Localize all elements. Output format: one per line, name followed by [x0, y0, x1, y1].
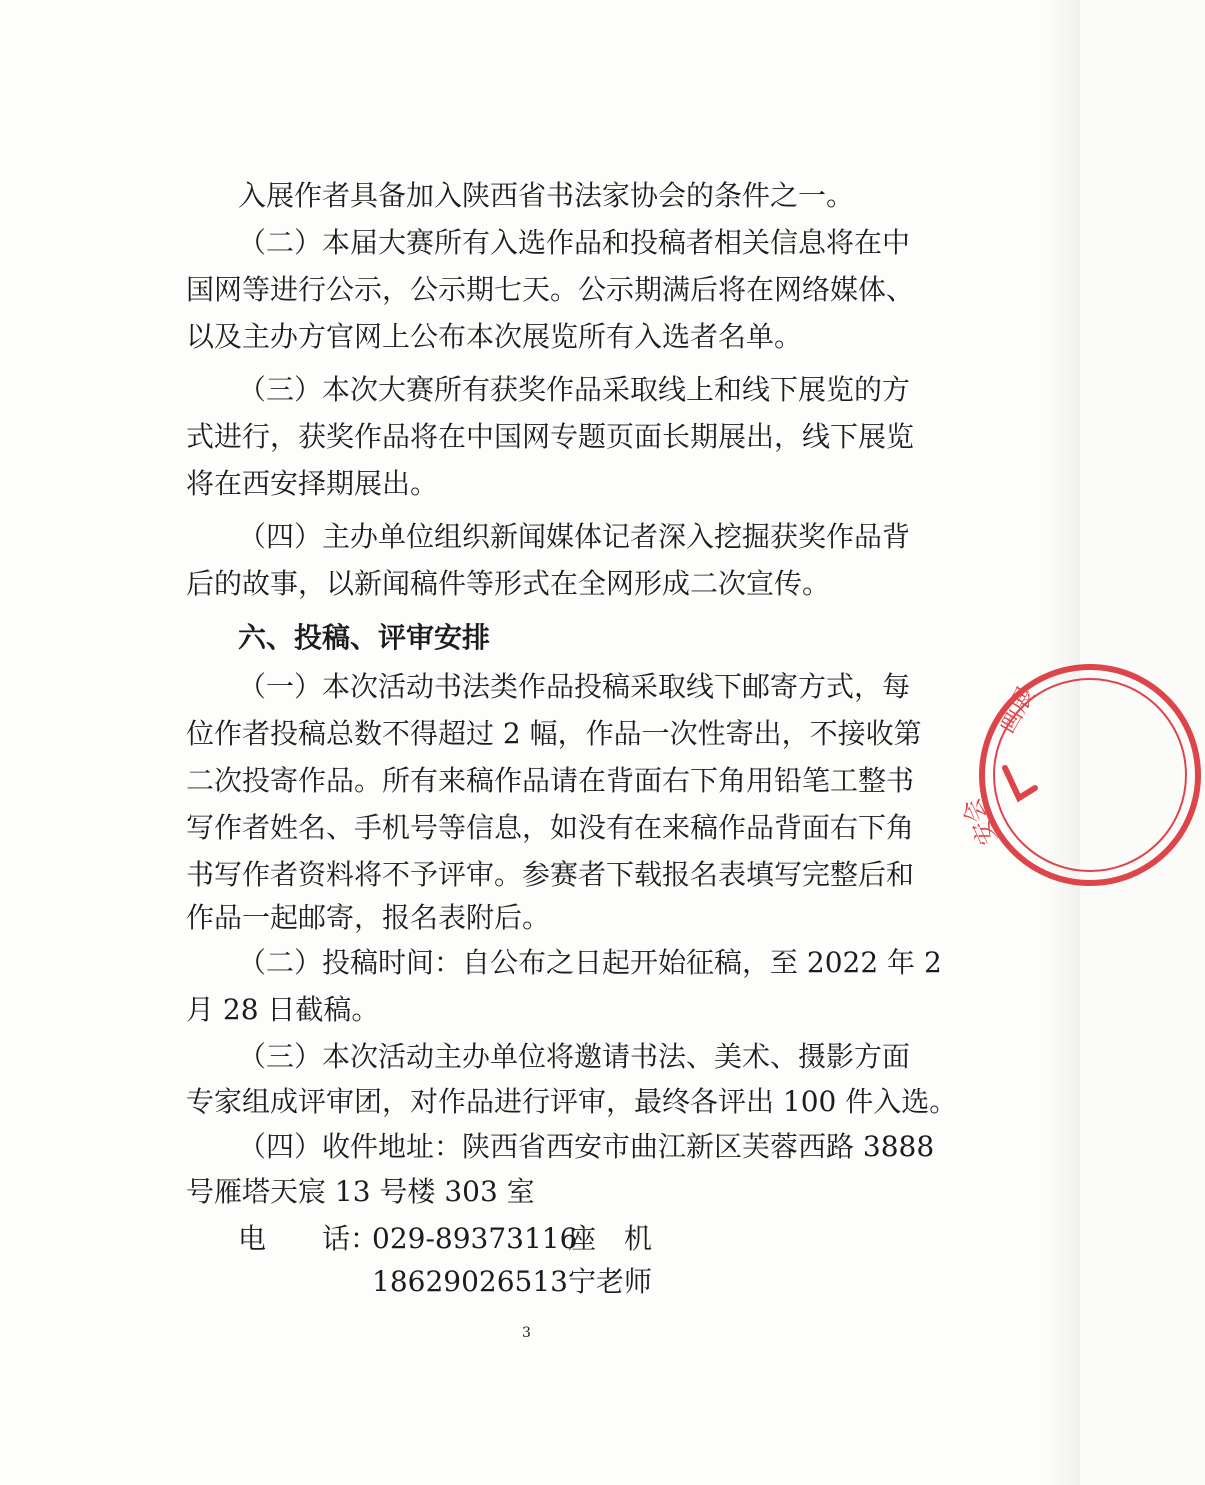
paragraph-line: （二）本届大赛所有入选作品和投稿者相关信息将在中 [238, 226, 911, 259]
paragraph-line: 号雁塔天宸 13 号楼 303 室 [186, 1175, 535, 1208]
paragraph-line: （一）本次活动书法类作品投稿采取线下邮寄方式，每 [238, 670, 911, 703]
paragraph-line: 位作者投稿总数不得超过 2 幅，作品一次性寄出，不接收第 [186, 717, 922, 750]
svg-text:安会: 安会 [956, 793, 1003, 850]
paragraph-line: （三）本次大赛所有获奖作品采取线上和线下展览的方 [238, 373, 911, 406]
red-seal-stamp [956, 660, 1205, 890]
paragraph-line: 后的故事，以新闻稿件等形式在全网形成二次宣传。 [186, 567, 831, 600]
paragraph-line: 写作者姓名、手机号等信息，如没有在来稿作品背面右下角 [186, 811, 915, 844]
phone-note-landline: 座 机 [568, 1222, 653, 1255]
phone-note-mobile: 宁老师 [568, 1265, 653, 1298]
paragraph-line: （四）主办单位组织新闻媒体记者深入挖掘获奖作品背 [238, 520, 911, 553]
paragraph-line: （四）收件地址：陕西省西安市曲江新区芙蓉西路 3888 [238, 1130, 935, 1163]
phone-label: 电 话： [238, 1222, 379, 1255]
paragraph-line: 式进行，获奖作品将在中国网专题页面长期展出，线下展览 [186, 420, 915, 453]
paragraph-line: 作品一起邮寄，报名表附后。 [186, 901, 551, 934]
paragraph-line: 将在西安择期展出。 [186, 467, 439, 500]
phone-number-landline: 029-89373116 [372, 1222, 578, 1255]
paragraph-line: （二）投稿时间：自公布之日起开始征稿，至 2022 年 2 [238, 946, 942, 979]
paragraph-line: 入展作者具备加入陕西省书法家协会的条件之一。 [238, 179, 855, 212]
page-number: 3 [522, 1325, 531, 1341]
svg-text:画展: 画展 [991, 682, 1041, 738]
paragraph-line: 以及主办方官网上公布本次展览所有入选者名单。 [186, 320, 803, 353]
paragraph-line: 专家组成评审团，对作品进行评审，最终各评出 100 件入选。 [186, 1085, 958, 1118]
paragraph-line: 书写作者资料将不予评审。参赛者下载报名表填写完整后和 [186, 858, 915, 891]
section-heading: 六、投稿、评审安排 [238, 621, 491, 654]
phone-number-mobile: 18629026513 [372, 1265, 568, 1298]
paragraph-line: 国网等进行公示，公示期七天。公示期满后将在网络媒体、 [186, 273, 915, 306]
paragraph-line: （三）本次活动主办单位将邀请书法、美术、摄影方面 [238, 1040, 911, 1073]
paragraph-line: 二次投寄作品。所有来稿作品请在背面右下角用铅笔工整书 [186, 764, 915, 797]
paragraph-line: 月 28 日截稿。 [186, 993, 380, 1026]
